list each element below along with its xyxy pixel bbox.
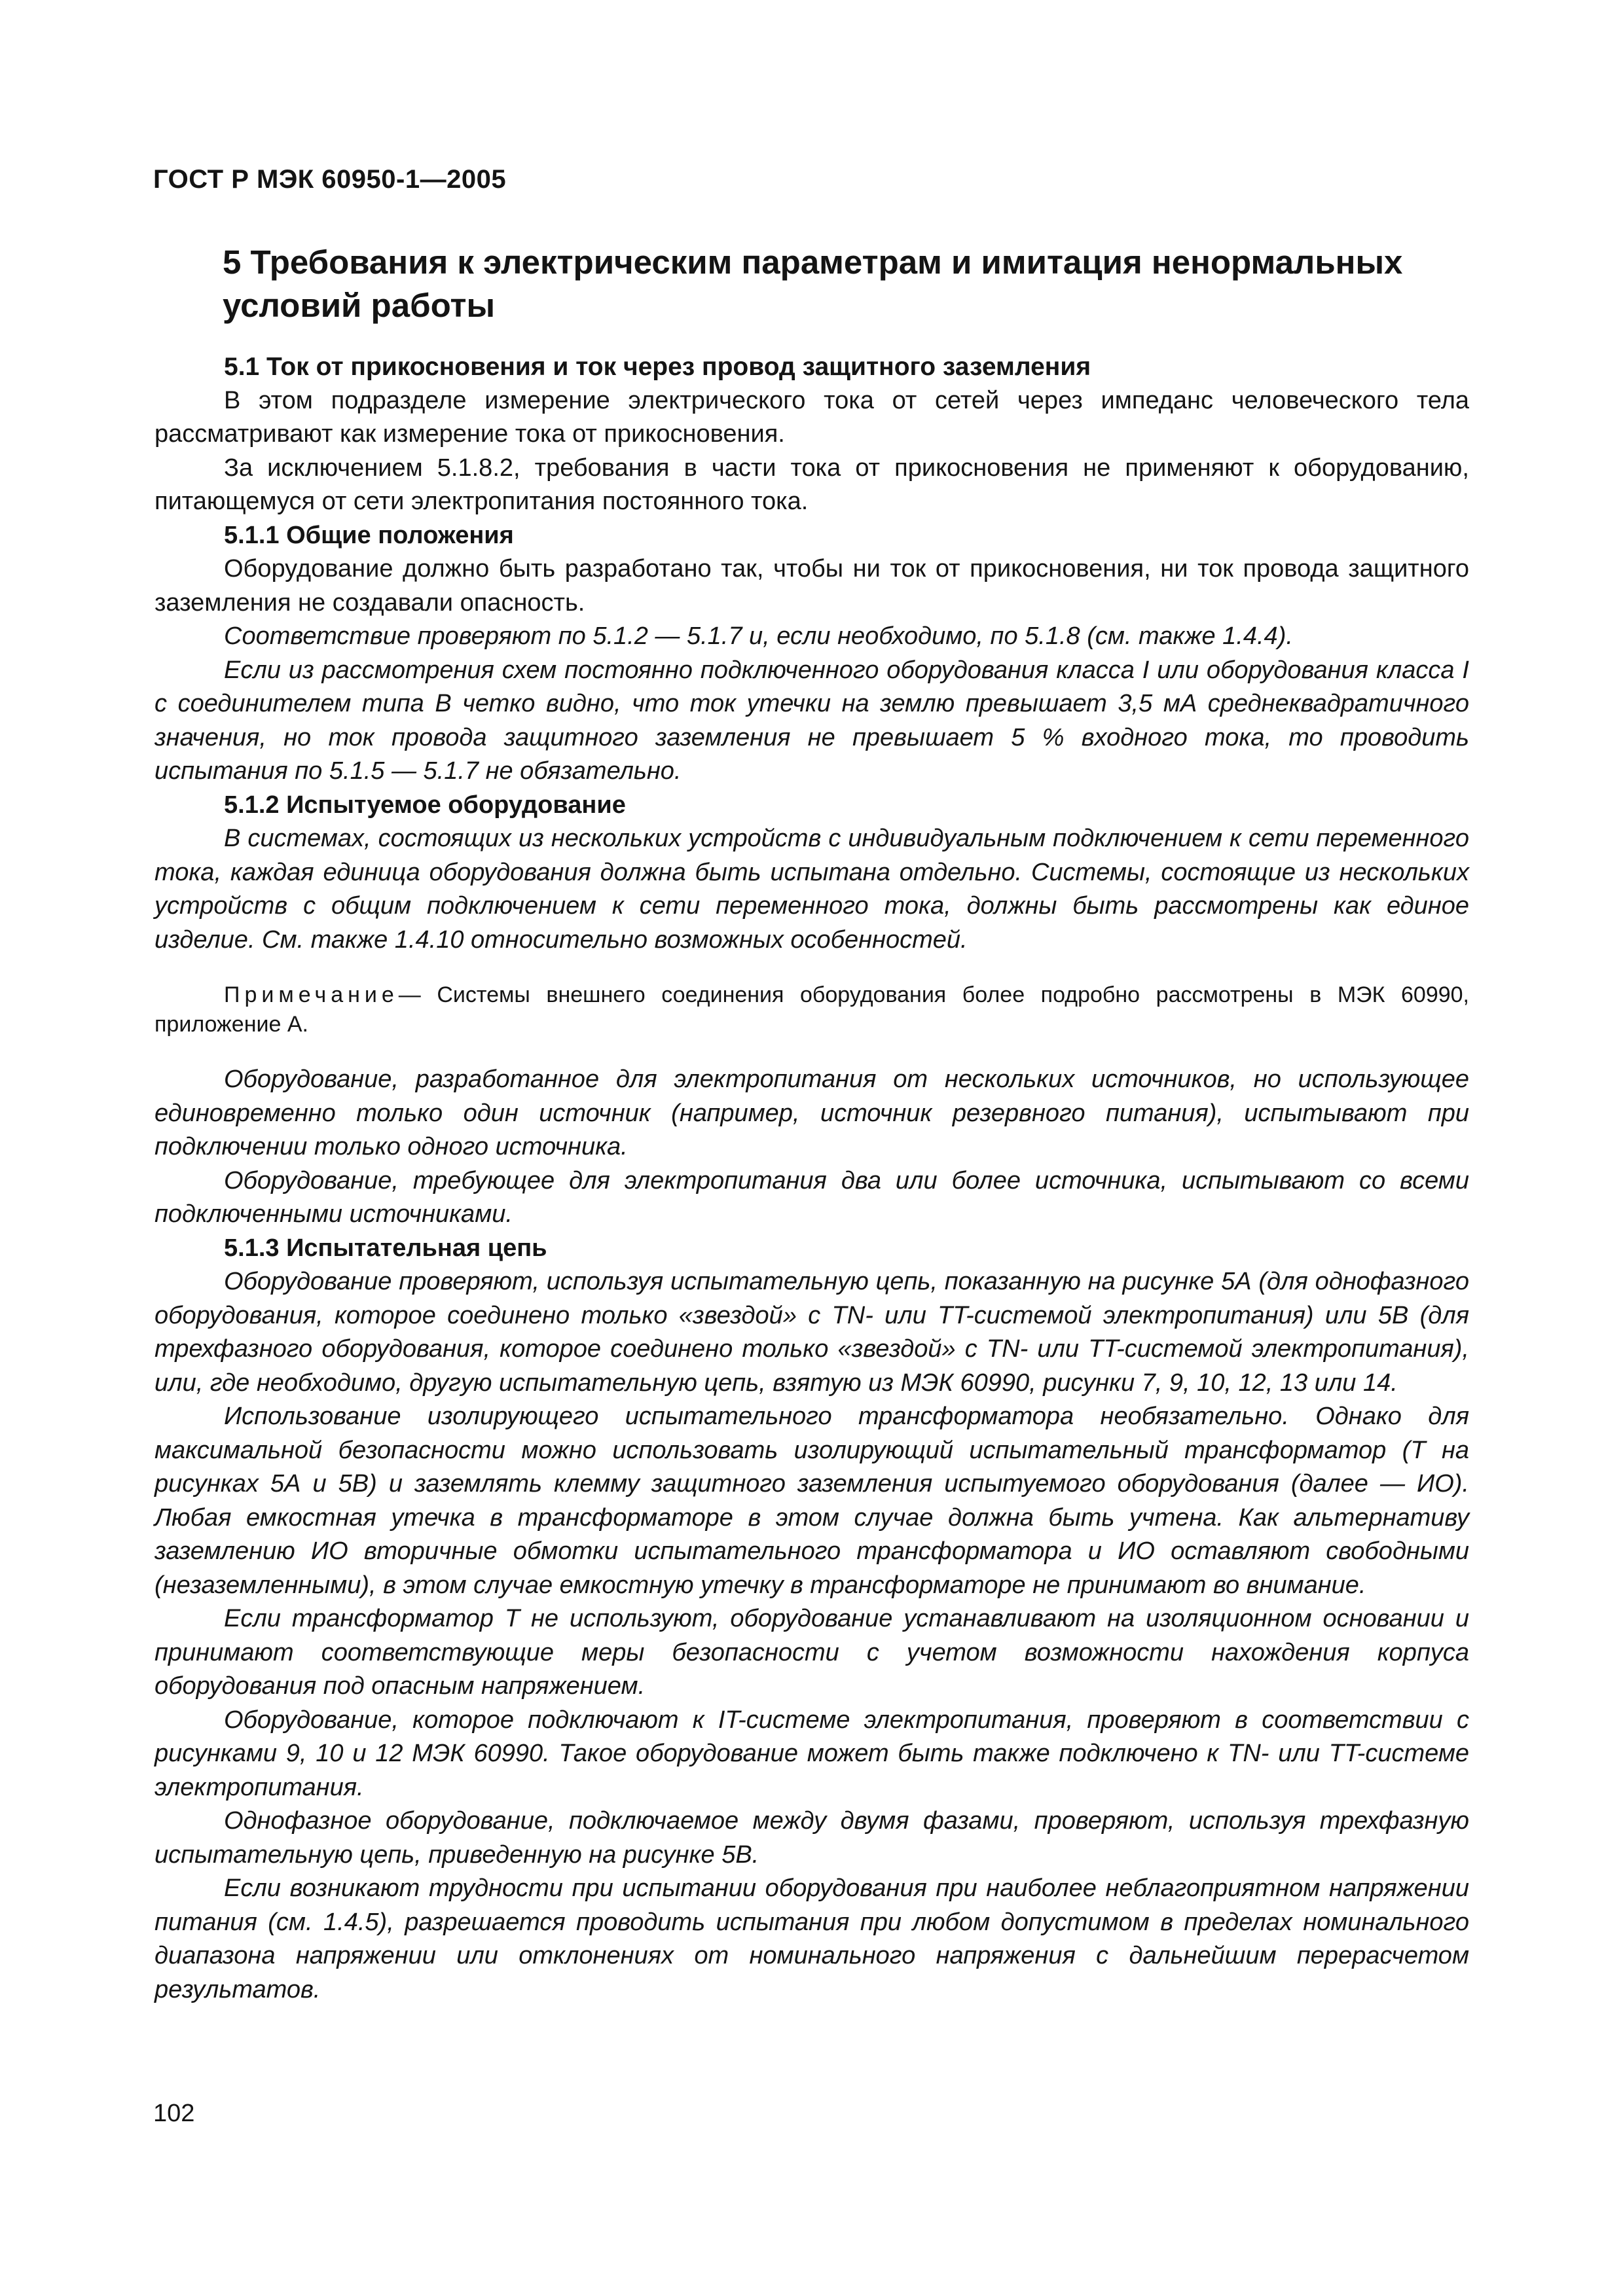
document-header: ГОСТ Р МЭК 60950-1—2005 [153, 165, 507, 194]
paragraph: Использование изолирующего испытательного трансформатора необязательно. Однако для максимальной безопасности можно использовать изолирующий испытательный трансформатор (Т на рисунках 5А и 5В) и заземлять клемму защитного заземления испытуемого оборудования (далее — ИО). Любая емкостная утечка в трансформаторе в этом случае должна быть учтена. Как альтернативу заземлению ИО вторичные обмотки испытательного трансформатора и ИО оставляют свободными (незаземленными), в этом случае емкостную утечку в трансформаторе не принимают во внимание. [155, 1403, 1469, 1599]
paragraph: Если из рассмотрения схем постоянно подключенного оборудования класса I или оборудования класса I с соединителем типа В четко видно, что ток утечки на землю превышает 3,5 мА среднеквадратичного значения, но ток провода защитного заземления не превышает 5 % входного тока, то проводить испытания по 5.1.5 — 5.1.7 не обязательно. [155, 656, 1469, 785]
section-title: 5 Требования к электрическим параметрам и имитация ненормальных условий работы [223, 243, 1403, 324]
paragraph: Если трансформатор Т не используют, оборудование устанавливают на изоляционном основании и принимают соответствующие меры безопасности с учетом возможности нахождения корпуса оборудования под опасным напряжением. [155, 1605, 1469, 1700]
paragraph: Оборудование должно быть разработано так, чтобы ни ток от прикосновения, ни ток провода защитного заземления не создавали опасность. [155, 555, 1469, 617]
subsection-heading: 5.1.3 Испытательная цепь [224, 1234, 547, 1262]
note [155, 980, 1469, 1039]
paragraph: Однофазное оборудование, подключаемое между двумя фазами, проверяют, используя трехфазную испытательную цепь, приведенную на рисунке 5В. [155, 1807, 1469, 1869]
paragraph: Оборудование, требующее для электропитания два или более источника, испытывают со всеми подключенными источниками. [155, 1166, 1469, 1228]
subsection-heading: 5.1 Ток от прикосновения и ток через провод защитного заземления [224, 353, 1091, 381]
paragraph: Оборудование, разработанное для электропитания от нескольких источников, но использующее единовременно только один источник (например, источник резервного питания), испытывают при подключении только одного источника. [155, 1066, 1469, 1160]
subsection-heading: 5.1.2 Испытуемое оборудование [224, 791, 626, 819]
paragraph: В системах, состоящих из нескольких устройств с индивидуальным подключением к сети переменного тока, каждая единица оборудования должна быть испытана отдельно. Системы, состоящие из нескольких устройств с общим подключением к сети переменного тока, должны быть рассмотрены как единое изделие. См. также 1.4.10 относительно возможных особенностей. [155, 825, 1469, 954]
paragraph: Оборудование, которое подключают к IT-системе электропитания, проверяют в соответствии с рисунками 9, 10 и 12 МЭК 60990. Такое оборудование может быть также подключено к TN- или TT-системе электропитания. [155, 1706, 1469, 1801]
note-label: Примечание [224, 982, 399, 1007]
paragraph: В этом подразделе измерение электрического тока от сетей через импеданс человеческого тела рассматривают как измерение тока от прикосновения. [155, 386, 1469, 448]
paragraph: За исключением 5.1.8.2, требования в части тока от прикосновения не применяют к оборудованию, питающемуся от сети электропитания постоянного тока. [155, 454, 1469, 515]
paragraph: Оборудование проверяют, используя испытательную цепь, показанную на рисунке 5А (для однофазного оборудования, которое соединено только «звездой» с TN- или TT-системой электропитания) или 5В (для трехфазного оборудования, которое соединено только «звездой» с TN- или TT-системой электропитания), или, где необходимо, другую испытательную цепь, взятую из МЭК 60990, рисунки 7, 9, 10, 12, 13 или 14. [155, 1268, 1469, 1397]
note-text: — Системы внешнего соединения оборудования более подробно рассмотрены в МЭК 60990, приложение А. [155, 982, 1469, 1037]
paragraph: Если возникают трудности при испытании оборудования при наиболее неблагоприятном напряжении питания (см. 1.4.5), разрешается проводить испытания при любом допустимом в пределах номинального диапазона напряжении или отклонениях от номинального напряжения с дальнейшим перерасчетом результатов. [155, 1874, 1469, 2003]
paragraph: Соответствие проверяют по 5.1.2 — 5.1.7 и, если необходимо, по 5.1.8 (см. также 1.4.4). [224, 622, 1293, 650]
page-number: 102 [153, 2100, 195, 2127]
subsection-heading: 5.1.1 Общие положения [224, 521, 514, 549]
body-text [155, 350, 1469, 2007]
